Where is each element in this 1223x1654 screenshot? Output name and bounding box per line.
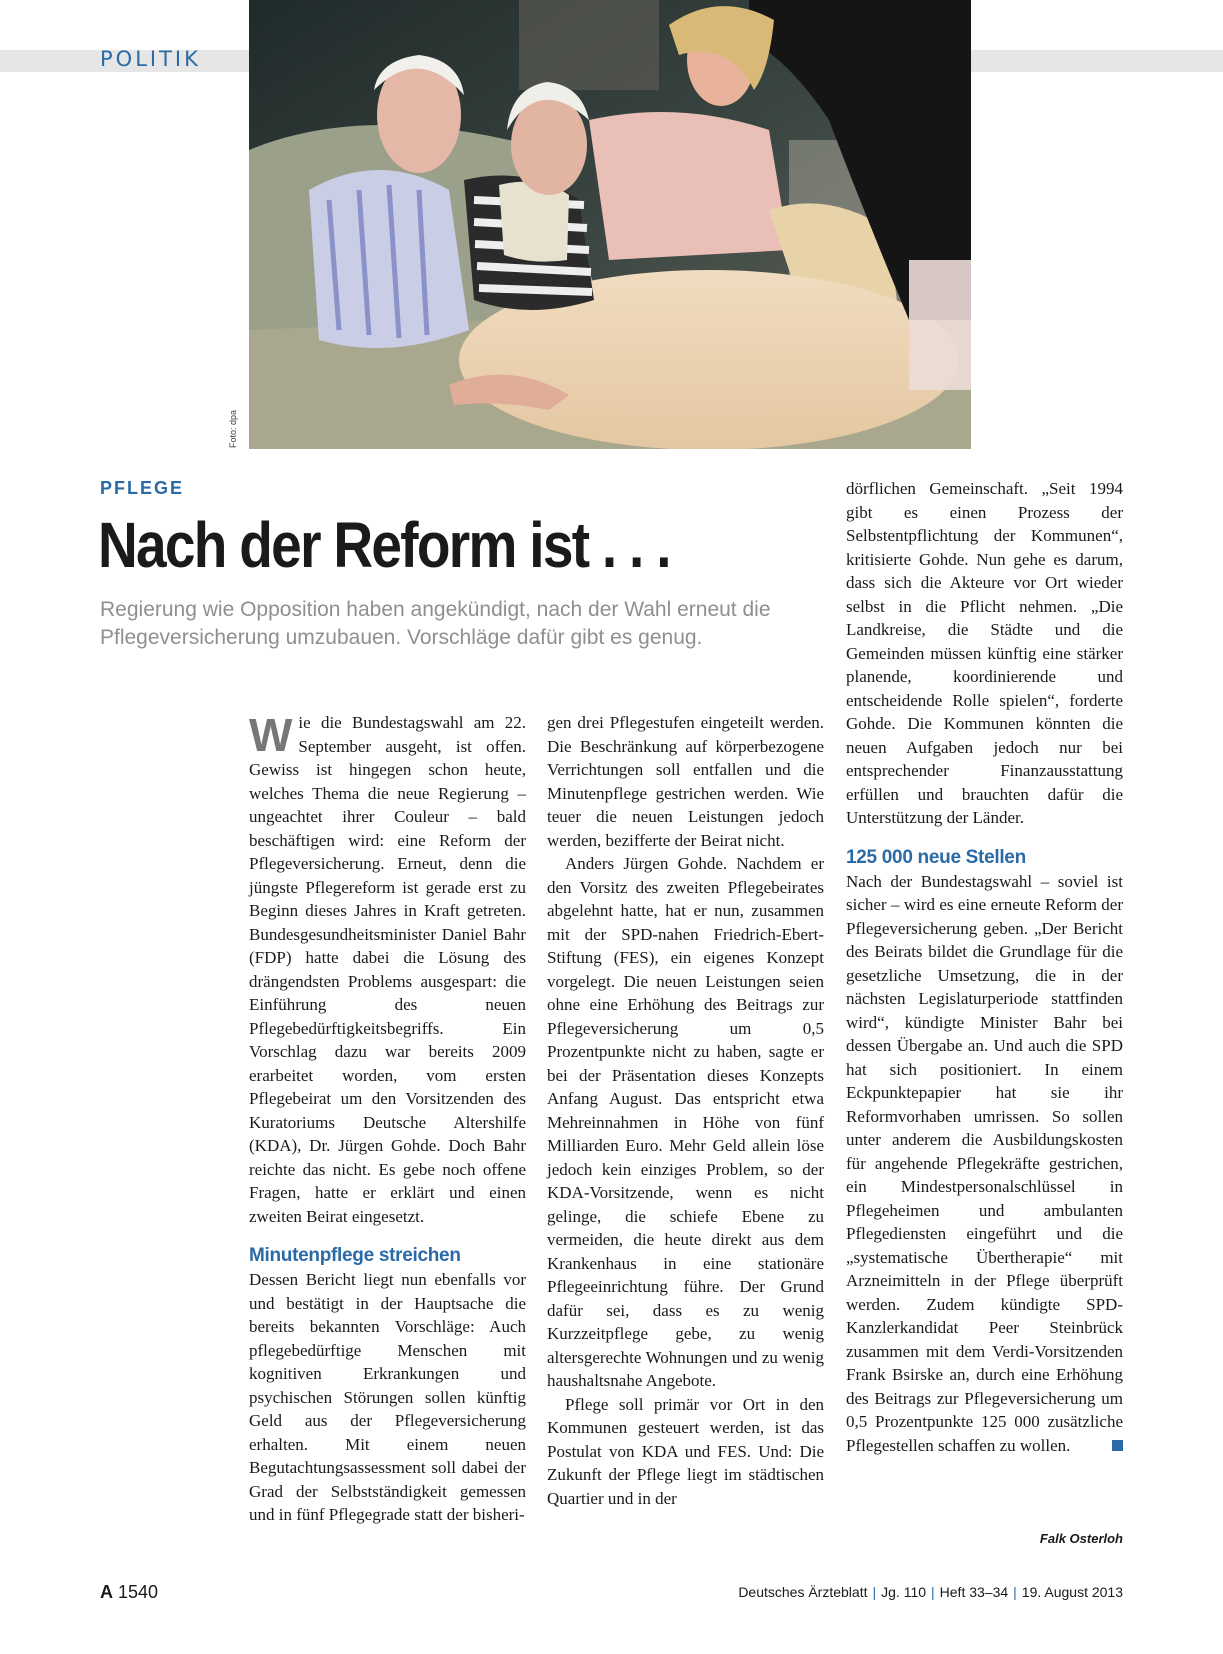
page-number: A 1540 [100,1582,159,1602]
paragraph: dörflichen Gemeinschaft. „Seit 1994 gibt es einen Prozess der Selbstentpflichtung der Kommunen“, kritisierte Gohde. Nun gehe es darum, dass sich die Akteure vor Ort wieder selbst in die Pflicht nehmen. „Die Landkreise, die Städte und die Gemeinden müssen künftig eine stärker planende, koordinierende und entscheidende Rolle spielen“, forderte Gohde. Die Kommunen könnten die neuen Aufgaben jedoch nur bei entsprechender Finanzausstattung erfüllen und brauchten dafür die Unterstützung der Länder. [846,479,1123,827]
photo-credit: Foto: dpa [228,409,238,448]
article-lead: Regierung wie Opposition haben angekündigt, nach der Wahl erneut die Pflegeversicherung umzubauen. Vorschläge dafür gibt es genug. [100,598,771,649]
text-column-3 [846,477,1123,1457]
subheading: 125 000 neue Stellen [846,846,1026,868]
article-author: Falk Osterloh [1039,1531,1123,1546]
paragraph: Nach der Bundestagswahl – soviel ist sicher – wird es eine erneute Reform der Pflegeversicherung geben. „Der Bericht des Beirats bildet die Grundlage für die gesetzliche Umsetzung, die in der nächsten Legislaturperiode stattfinden wird“, kündigte Minister Bahr bei dessen Übergabe an. Und auch die SPD hat sich positioniert. In einem Eckpunktepapier hat sie ihr Reformvorhaben umrissen. So sollen unter anderem die Ausbildungskosten für angehende Pflegekräfte gestrichen, ein Mindestpersonalschlüssel in Pflegeheimen und ambulanten Pflegediensten eingeführt und die „systematische Übertherapie“ mit Arzneimitteln in der Pflege überprüft werden. Zudem kündigte SPD-Kanzlerkandidat Peer Steinbrück zusammen mit dem Verdi-Vorsitzenden Frank Bsirske an, durch eine Erhöhung des Beitrags zur Pflegeversicherung um 0,5 Prozentpunkte 125 000 zusätzliche Pflegestellen schaffen zu wollen. [846,871,1123,1455]
footer-info: Deutsches Ärzteblatt | Jg. 110 | Heft 33–34 | 19. August 2013 [738,1584,1123,1600]
volume: Jg. 110 [881,1584,927,1600]
end-mark-icon [1112,1440,1123,1451]
paragraph: Dessen Bericht liegt nun ebenfalls vor und bestätigt in der Hauptsache die bereits bekannten Vorschläge: Auch pflegebedürftige Menschen mit kognitiven Erkrankungen und psychischen Störungen sollen künftig Geld aus der Pflegeversicherung erhalten. Mit einem neuen Begutachtungsassessment soll dabei der Grad der Selbstständigkeit gemessen und in fünf Pflegegrade statt der bisheri- [249,1270,526,1524]
paragraph: Anders Jürgen Gohde. Nachdem er den Vorsitz des zweiten Pflegebeirates abgelehnt hatte, hat er nun, zusammen mit der SPD-nahen Friedrich-Ebert-Stiftung (FES), ein eigenes Konzept vorgelegt. Die neuen Leistungen seien ohne eine Erhöhung des Beitrags zur Pflegeversicherung um 0,5 Prozentpunkte nicht zu haben, sagte er bei der Präsentation dieses Konzepts Anfang August. Das entspricht etwa Mehreinnahmen in Höhe von fünf Milliarden Euro. Mehr Geld allein löse jedoch kein einziges Problem, so der KDA-Vorsitzende, wenn es nicht gelinge, die schiefe Ebene zu vermeiden, die heute direkt aus dem Krankenhaus in eine stationäre Pflegeeinrichtung führe. Der Grund dafür sei, dass es zu wenig Kurzzeitpflege gebe, zu wenig altersgerechte Wohnungen und zu wenig haushaltsnahe Angebote. [547,854,824,1390]
section-label: POLITIK [100,47,201,71]
article-kicker: PFLEGE [100,478,185,498]
text-column-2 [547,711,824,1510]
header-band-right [971,50,1223,72]
paragraph: Pflege soll primär vor Ort in den Kommunen gesteuert werden, ist das Postulat von KDA und FES. Und: Die Zukunft der Pflege liegt im städtischen Quartier und in der [547,1394,824,1508]
text-column-1 [249,711,526,1527]
journal-name: Deutsches Ärzteblatt [738,1584,868,1600]
paragraph: Wie die Bundestagswahl am 22. September ausgeht, ist offen. Gewiss ist hingegen schon heute, welches Thema die neue Regierung – ungeachtet ihrer Couleur – bald beschäftigen wird: eine Reform der Pflegeversicherung. Erneut, denn die jüngste Pflegereform ist gerade erst zu Beginn dieses Jahres in Kraft getreten. Bundesgesundheitsminister Daniel Bahr (FDP) hatte dabei die Lösung des drängendsten Problems ausgespart: die Einführung des neuen Pflegebedürftigkeitsbegriffs. Ein Vorschlag dazu war bereits 2009 erarbeitet worden, vom ersten Pflegebeirat um den Vorsitzenden des Kuratoriums Deutsche Altershilfe (KDA), Dr. Jürgen Gohde. Doch Bahr reichte das nicht. Es gebe noch offene Fragen, hatte er erklärt und einen zweiten Beirat eingesetzt. [249,709,526,1226]
issue-date: 19. August 2013 [1021,1584,1123,1600]
paragraph: gen drei Pflegestufen eingeteilt werden. Die Beschränkung auf körperbezogene Verrichtungen soll entfallen und die Minutenpflege gestrichen werden. Wie teuer die neuen Leistungen jedoch werden, bezifferte der Beirat nicht. [547,713,824,850]
issue: Heft 33–34 [939,1584,1009,1600]
article-headline: Nach der Reform ist . . . [98,509,670,581]
article-photo [249,0,971,449]
drop-cap: W [249,709,293,761]
subheading: Minutenpflege streichen [249,1245,461,1266]
